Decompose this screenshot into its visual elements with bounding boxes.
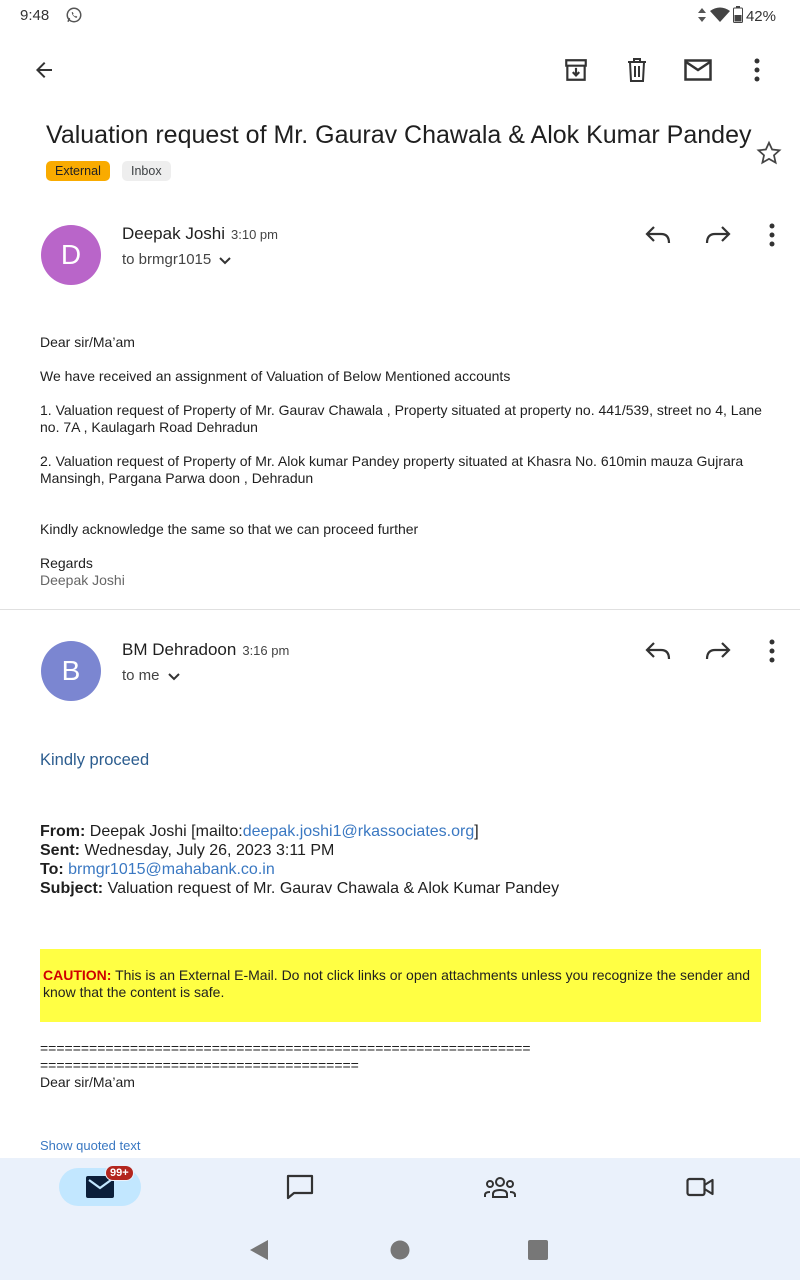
separator-line-2: ======================================= bbox=[40, 1057, 359, 1073]
recipient-summary: to me bbox=[122, 667, 160, 684]
forward-icon bbox=[705, 641, 731, 661]
back-arrow-icon bbox=[32, 58, 56, 82]
system-recents-button[interactable] bbox=[516, 1228, 560, 1272]
forward-button[interactable] bbox=[696, 213, 740, 257]
more-vert-icon bbox=[754, 58, 760, 82]
nav-spaces[interactable] bbox=[459, 1168, 541, 1206]
more-vert-icon bbox=[769, 639, 775, 663]
quoted-to-line bbox=[40, 860, 559, 879]
email-subject: Valuation request of Mr. Gaurav Chawala & Alok Kumar Pandey bbox=[46, 121, 752, 149]
subject-label: Subject: bbox=[40, 880, 104, 897]
body-paragraph: We have received an assignment of Valuation of Below Mentioned accounts bbox=[40, 368, 511, 384]
recipient-summary: to brmgr1015 bbox=[122, 251, 212, 268]
nav-chat[interactable] bbox=[259, 1168, 341, 1206]
spaces-icon bbox=[484, 1176, 516, 1198]
square-recents-icon bbox=[528, 1240, 548, 1260]
quoted-greeting: Dear sir/Ma’am bbox=[40, 1074, 135, 1090]
system-back-button[interactable] bbox=[237, 1228, 281, 1272]
wifi-icon bbox=[710, 7, 730, 27]
avatar[interactable]: B bbox=[41, 641, 101, 701]
from-close-bracket: ] bbox=[474, 823, 479, 840]
system-navigation-bar bbox=[0, 1222, 800, 1280]
from-email-link[interactable]: deepak.joshi1@rkassociates.org bbox=[242, 823, 475, 840]
quoted-sent-line bbox=[40, 841, 559, 860]
sent-value: Wednesday, July 26, 2023 3:11 PM bbox=[84, 842, 335, 859]
nav-meet[interactable] bbox=[659, 1168, 741, 1206]
status-time: 9:48 bbox=[20, 7, 50, 24]
status-bar bbox=[0, 0, 800, 32]
quoted-subject-line bbox=[40, 879, 559, 898]
circle-home-icon bbox=[390, 1240, 410, 1260]
star-button[interactable] bbox=[747, 131, 791, 175]
sender-name: BM Dehradoon bbox=[122, 640, 237, 659]
caution-banner bbox=[40, 949, 761, 1022]
sender-header bbox=[122, 640, 289, 660]
quoted-separator bbox=[40, 1040, 531, 1091]
sent-label: Sent: bbox=[40, 842, 80, 859]
whatsapp-icon bbox=[65, 6, 83, 29]
sender-header bbox=[122, 224, 278, 244]
chevron-down-icon bbox=[166, 668, 182, 684]
triangle-back-icon bbox=[249, 1239, 269, 1261]
signature: Deepak Joshi bbox=[40, 572, 125, 588]
from-label: From: bbox=[40, 823, 86, 840]
body-item-2: 2. Valuation request of Property of Mr. Alok kumar Pandey property situated at Khasra No. 610min mauza Gujrara Mansingh, Pargana Parwa doon , Dehradun bbox=[40, 453, 744, 486]
mail-icon bbox=[684, 59, 712, 81]
caution-text: This is an External E-Mail. Do not click links or open attachments unless you recognize the sender and know that the content is safe. bbox=[43, 967, 751, 1000]
archive-icon bbox=[563, 57, 589, 83]
separator-line-1: ============================================================ bbox=[40, 1040, 531, 1056]
reply-button[interactable] bbox=[636, 213, 680, 257]
body-item-1: 1. Valuation request of Property of Mr. Gaurav Chawala , Property situated at property no. 441/539, street no 4, Lane no. 7A , Kaulagarh Road Dehradun bbox=[40, 402, 762, 435]
from-name: Deepak Joshi [mailto: bbox=[89, 823, 243, 840]
message-time: 3:10 pm bbox=[231, 227, 278, 242]
body-greeting: Dear sir/Ma’am bbox=[40, 334, 135, 350]
reply-icon bbox=[645, 641, 671, 661]
delete-button[interactable] bbox=[615, 48, 659, 92]
message-time: 3:16 pm bbox=[242, 643, 290, 658]
unread-count-badge: 99+ bbox=[105, 1165, 134, 1181]
chevron-down-icon bbox=[217, 252, 233, 268]
star-icon bbox=[756, 140, 782, 166]
more-vert-icon bbox=[769, 223, 775, 247]
reply-button[interactable] bbox=[636, 629, 680, 673]
more-options-button[interactable] bbox=[735, 48, 779, 92]
message-divider bbox=[0, 609, 800, 610]
body-closing: Kindly acknowledge the same so that we can proceed further bbox=[40, 521, 419, 537]
to-label: To: bbox=[40, 861, 64, 878]
message-more-button[interactable] bbox=[750, 629, 794, 673]
show-quoted-text-link[interactable]: Show quoted text bbox=[40, 1138, 141, 1153]
caution-label: CAUTION: bbox=[43, 967, 112, 983]
reply-text: Kindly proceed bbox=[40, 751, 150, 769]
to-email-link[interactable]: brmgr1015@mahabank.co.in bbox=[68, 861, 275, 878]
battery-percent: 42% bbox=[745, 8, 776, 25]
archive-button[interactable] bbox=[554, 48, 598, 92]
battery-icon bbox=[733, 6, 743, 27]
label-external[interactable]: External bbox=[46, 161, 110, 181]
quoted-from-line bbox=[40, 822, 559, 841]
mark-unread-button[interactable] bbox=[676, 48, 720, 92]
reply-icon bbox=[645, 225, 671, 245]
label-inbox[interactable]: Inbox bbox=[122, 161, 171, 181]
recipient-details-toggle[interactable] bbox=[122, 667, 182, 684]
system-home-button[interactable] bbox=[378, 1228, 422, 1272]
signal-updown-icon bbox=[697, 7, 707, 27]
sender-name: Deepak Joshi bbox=[122, 224, 226, 243]
message-more-button[interactable] bbox=[750, 213, 794, 257]
avatar[interactable]: D bbox=[41, 225, 101, 285]
trash-icon bbox=[625, 57, 649, 83]
recipient-details-toggle[interactable] bbox=[122, 251, 233, 268]
chat-icon bbox=[286, 1174, 314, 1200]
subject-value: Valuation request of Mr. Gaurav Chawala & Alok Kumar Pandey bbox=[107, 880, 560, 897]
quoted-headers bbox=[40, 822, 559, 898]
back-button[interactable] bbox=[22, 48, 66, 92]
forward-icon bbox=[705, 225, 731, 245]
forward-button[interactable] bbox=[696, 629, 740, 673]
video-camera-icon bbox=[686, 1177, 714, 1197]
body-regards: Regards bbox=[40, 555, 93, 571]
